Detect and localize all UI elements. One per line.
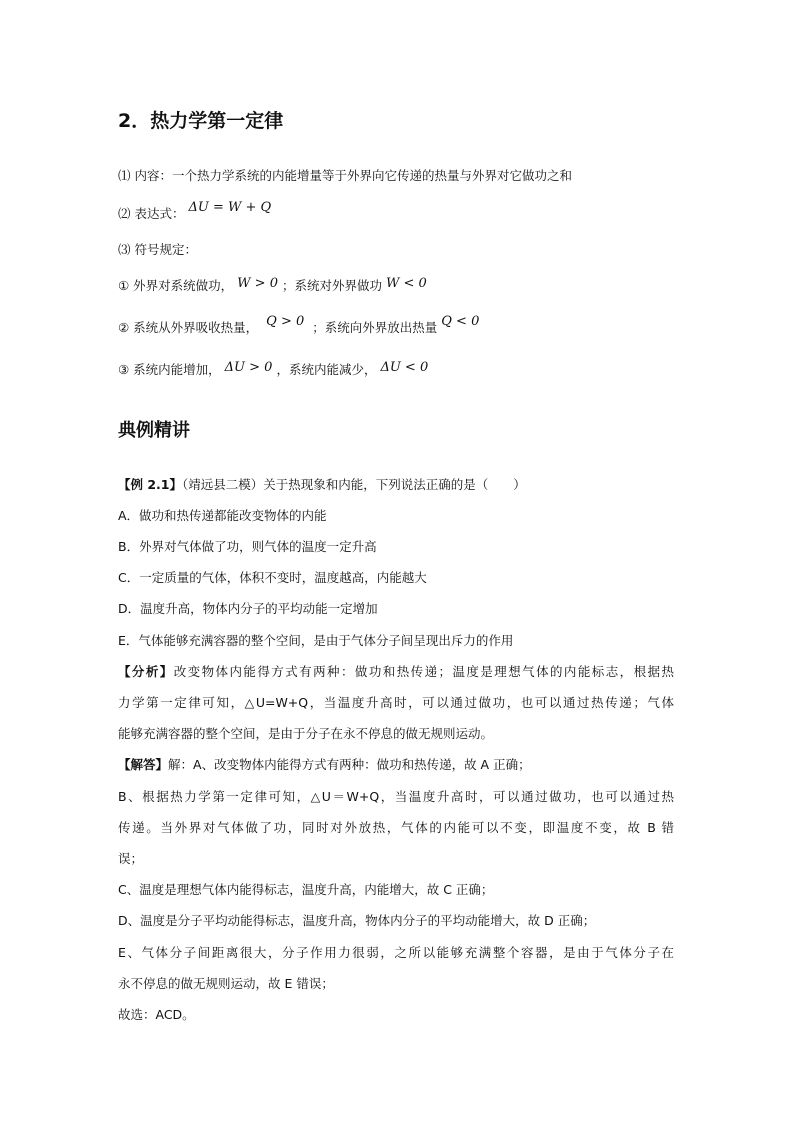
rule-work-b: ；系统对外界做功 [281,278,382,293]
expression-formula: ΔU = W + Q [188,200,272,215]
solution-line-4: 误； [118,851,144,866]
law-expression [118,200,272,222]
expression-label: ⑵ 表达式： [118,206,185,221]
rule-heat-b: ；系统向外界放出热量 [312,320,438,335]
analysis-line-3: 能够充满容器的整个空间，是由于分子在永不停息的做无规则运动。 [118,726,494,741]
solution-line-2: B、根据热力学第一定律可知，△U＝W+Q，当温度升高时，可以通过做功，也可以通过热 [118,789,674,804]
rule-heat [118,314,480,336]
analysis-line-1 [118,662,674,680]
rule-work-a: ① 外界对系统做功， [118,278,234,293]
rule-heat-formula-2: Q < 0 [441,314,480,329]
question-text: （靖远县二模）关于热现象和内能，下列说法正确的是（ ） [182,477,526,492]
rule-heat-a: ② 系统从外界吸收热量， [118,320,259,335]
rule-work-formula-1: W > 0 [237,276,278,291]
sign-convention-label: ⑶ 符号规定： [118,242,197,257]
option-c: C．一定质量的气体，体积不变时，温度越高，内能越大 [118,570,427,585]
answer-line: 故选：ACD。 [118,1007,195,1022]
option-b: B．外界对气体做了功，则气体的温度一定升高 [118,539,377,554]
analysis-text-1: 改变物体内能得方式有两种：做功和热传递；温度是理想气体的内能标志，根据热 [173,664,674,679]
rule-energy-b: ，系统内能减少， [276,362,377,377]
rule-energy-a: ③ 系统内能增加， [118,362,221,377]
analysis-line-2: 力学第一定律可知，△U=W+Q，当温度升高时，可以通过做功，也可以通过热传递；气体 [118,695,674,710]
solution-line-6: D、温度是分子平均动能得标志，温度升高，物体内分子的平均动能增大，故 D 正确； [118,913,596,928]
solution-line-3: 传递。当外界对气体做了功，同时对外放热，气体的内能可以不变，即温度不变，故 B 错 [118,820,674,835]
option-e: E．气体能够充满容器的整个空间，是由于气体分子间呈现出斥力的作用 [118,633,514,648]
solution-tag: 【解答】 [118,757,169,772]
law-content: ⑴ 内容：一个热力学系统的内能增量等于外界向它传递的热量与外界对它做功之和 [118,168,572,183]
solution-text-1: 解：A、改变物体内能得方式有两种：做功和热传递，故 A 正确； [168,757,531,772]
rule-work-formula-2: W < 0 [385,276,427,291]
rule-heat-formula-1: Q > 0 [266,314,305,329]
option-d: D．温度升高，物体内分子的平均动能一定增加 [118,601,378,616]
example-question [118,475,526,493]
analysis-tag: 【分析】 [118,664,174,679]
examples-title: 典例精讲 [118,420,190,441]
rule-energy-formula-1: ΔU > 0 [224,360,273,375]
rule-energy-formula-2: ΔU < 0 [380,360,429,375]
rule-work [118,276,427,294]
solution-line-7: E、气体分子间距离很大，分子作用力很弱，之所以能够充满整个容器，是由于气体分子在 [118,945,674,960]
example-tag: 【例 2.1】 [118,477,182,492]
rule-internal-energy [118,360,428,378]
section-title: 2．热力学第一定律 [118,110,284,132]
solution-line-8: 永不停息的做无规则运动，故 E 错误； [118,976,334,991]
solution-line-5: C、温度是理想气体内能得标志，温度升高，内能增大，故 C 正确； [118,882,494,897]
solution-line-1 [118,755,531,773]
option-a: A．做功和热传递都能改变物体的内能 [118,508,327,523]
